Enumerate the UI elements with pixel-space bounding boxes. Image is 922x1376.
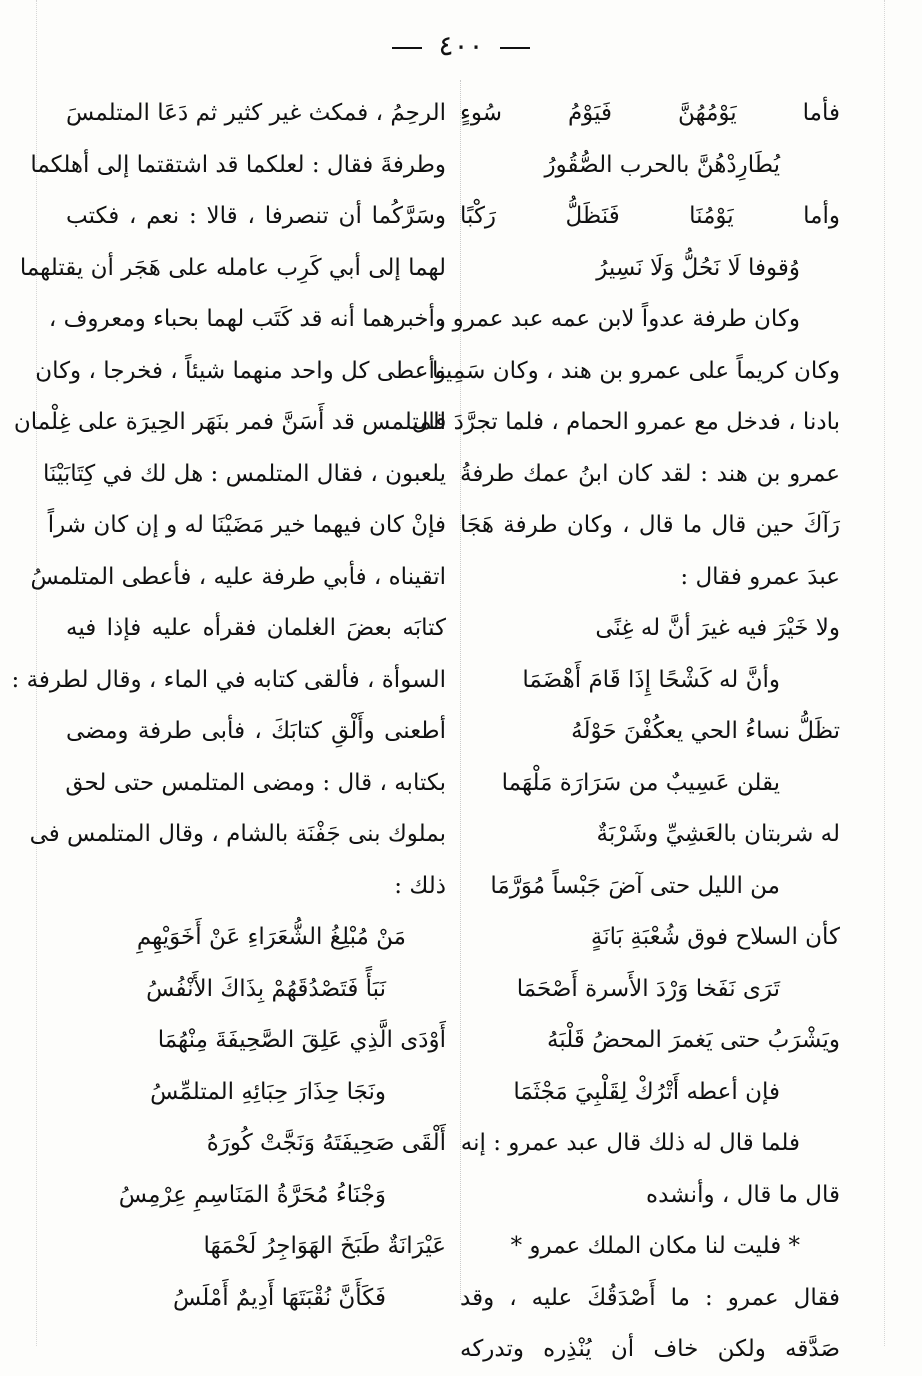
- text-line: يُطَارِدْهُنَّ بالحرب الصُّقُورُ: [544, 151, 780, 178]
- text-line: ونَجَا حِذَارَ حِبَائِهِ المتلمِّسُ: [150, 1078, 386, 1105]
- text-line: كأن السلاح فوق شُعْبَةِ بَانَةٍ: [590, 924, 840, 950]
- text-line: وأخبرهما أنه قد كَتَب لهما بحباء ومعروف ،: [48, 306, 446, 332]
- header-dash-left: [392, 47, 422, 49]
- text-line: السوأة ، فألقى كتابه في الماء ، وقال لطرفة :: [11, 666, 446, 693]
- page-number: ٤٠٠: [438, 29, 484, 62]
- text-line: بادنا ، فدخل مع عمرو الحمام ، فلما تجرَّدَ قال: [411, 409, 840, 435]
- text-line: وطرفةَ فقال : لعلكما قد اشتقتما إلى أهلكما: [30, 151, 446, 178]
- text-line: تظَلُّ نساءُ الحي يعكُفْنَ حَوْلَهُ: [571, 718, 840, 744]
- text-line: وكان طرفة عدواً لابن عمه عبد عمرو ،: [437, 306, 800, 332]
- text-line: وأنَّ له كَشْحًا إِذَا قَامَ أَهْضَمَا: [522, 666, 780, 693]
- text-line: بكتابه ، قال : ومضى المتلمس حتى لحق: [65, 769, 446, 796]
- text-line: أَلْقَى صَحِيفَتَهُ وَنَجَّتْ كُورَهُ: [206, 1130, 446, 1156]
- text-line: فَكَأَنَّ نُقْبَتَهَا أَدِيمٌ أَمْلَسُ: [172, 1284, 386, 1311]
- text-line: يلعبون ، فقال المتلمس : هل لك في كِتَابَيْنَا: [43, 460, 446, 487]
- text-line: تَرَى نَفَخا وَرْدَ الأَسرة أَصْحَمَا: [516, 975, 780, 1002]
- text-line: فإن أعطه أَتْرُكْ لِقَلْبِيَ مَجْثَمَا: [513, 1078, 780, 1105]
- text-line: عبدَ عمرو فقال :: [680, 563, 840, 590]
- text-line: فقال عمرو : ما أَصْدَقُكَ عليه ، وقد: [460, 1284, 840, 1311]
- text-line: رَآكَ حين قال ما قال ، وكان طرفة هَجَا: [460, 512, 840, 538]
- text-line: المتلمس قد أَسَنَّ فمر بنَهَر الحِيرَة على غِلْمان: [13, 409, 446, 435]
- text-line: من الليل حتى آضَ جَبْساً مُوَرَّمَا: [490, 872, 780, 899]
- text-line: كتابَه بعضَ الغلمان فقرأه عليه فإذا فيه: [66, 615, 446, 641]
- text-line: له شربتان بالعَشِيِّ وشَرْبَةٌ: [596, 821, 840, 847]
- text-line: لهما إلى أبي كَرِب عامله على هَجَر أن يقتلهما: [19, 254, 446, 281]
- text-line: صَدَّقه ولكن خاف أن يُنْذِره وتدركه: [460, 1336, 840, 1362]
- text-line: فإنْ كان فيهما خير مَضَيْنَا له و إن كان شراً: [47, 512, 446, 538]
- text-line: عمرو بن هند : لقد كان ابنُ عمك طرفةُ: [460, 460, 840, 487]
- text-line: وأما يَوْمُنَا فَنَظَلُّ رَكْبًا: [460, 203, 840, 229]
- page-number-header: [0, 30, 922, 62]
- text-line: ذلك :: [394, 872, 446, 899]
- text-line: نَبَأً فَتَصْدُقَهُمْ بِذَاكَ الأَنْفُسُ: [146, 975, 386, 1002]
- text-line: بملوك بنى جَفْنَة بالشام ، وقال المتلمس فى: [29, 821, 446, 847]
- right-margin-guide: [884, 0, 885, 1346]
- text-line: يقلن عَسِيبٌ من سَرَارَة مَلْهَما: [501, 769, 780, 796]
- text-line: وُقوفا لَا نَحُلُّ وَلَا نَسِيرُ: [596, 254, 800, 281]
- text-line: قال ما قال ، وأنشده: [646, 1181, 840, 1208]
- text-line: فأما يَوْمُهُنَّ فَيَوْمُ سُوءٍ: [460, 100, 840, 126]
- text-line: وَجْنَاءُ مُحَرَّةُ المَنَاسِمِ عِرْمِسُ: [118, 1181, 386, 1208]
- text-line: مَنْ مُبْلِغُ الشُّعَرَاءِ عَنْ أَخَوَيْهِمِ: [136, 924, 406, 950]
- text-line: وأعطى كل واحد منهما شيئاً ، فخرجا ، وكان: [35, 357, 446, 384]
- text-line: أَوْدَى الَّذِي عَلِقَ الصَّحِيفَةَ مِنْهُمَا: [157, 1027, 446, 1053]
- text-line: وسَرَّكُما أن تنصرفا ، قالا : نعم ، فكتب: [66, 203, 446, 229]
- text-line: الرحِمُ ، فمكث غير كثير ثم دَعَا المتلمسَ: [66, 100, 446, 126]
- text-line: ولا خَيْرَ فيه غيرَ أنَّ له غِنًى: [595, 615, 840, 641]
- text-line: اتقيناه ، فأبي طرفة عليه ، فأعطى المتلمسُ: [30, 563, 446, 590]
- right-column: [411, 88, 840, 1376]
- text-line: ويَشْرَبُ حتى يَغمرَ المحضُ قَلْبَهُ: [546, 1027, 840, 1053]
- text-line: عَيْرَانَةٌ طَبَخَ الهَوَاجِرُ لَحْمَهَا: [203, 1233, 446, 1259]
- left-column: [11, 88, 446, 1324]
- text-line: وكان كريماً على عمرو بن هند ، وكان سَمِينا: [431, 357, 840, 384]
- text-line: فلما قال له ذلك قال عبد عمرو : إنه: [460, 1130, 800, 1156]
- header-dash-right: [500, 47, 530, 49]
- text-line: * فليت لنا مكان الملك عمرو *: [510, 1233, 800, 1259]
- text-line: أطعنى وأَلْقِ كتابَكَ ، فأبى طرفة ومضى: [66, 718, 446, 744]
